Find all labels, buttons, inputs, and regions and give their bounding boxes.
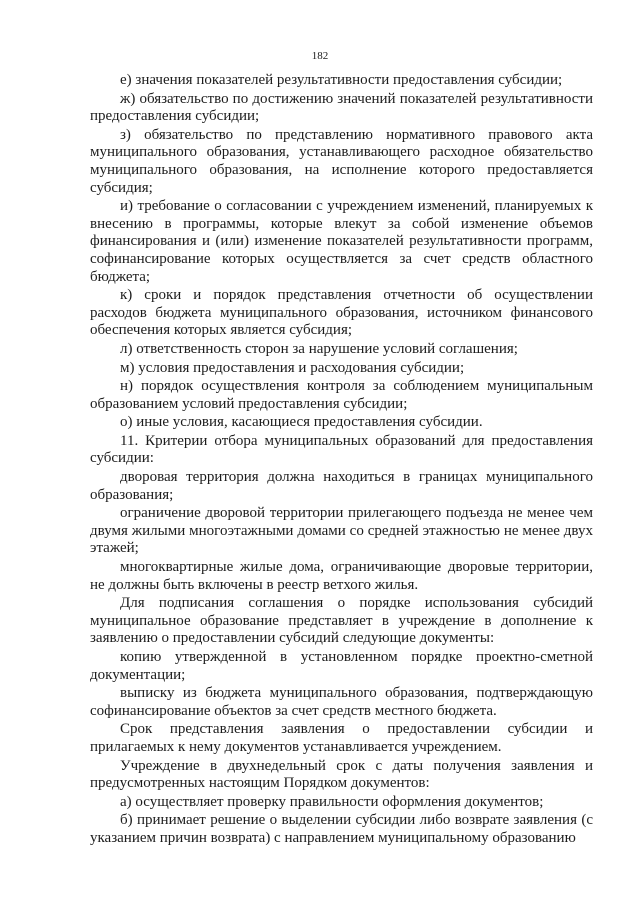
paragraph: многоквартирные жилые дома, ограничивающие дворовые территории, не должны быть включены в реестр ветхого жилья. bbox=[90, 559, 593, 593]
paragraph: м) условия предоставления и расходования субсидии; bbox=[120, 359, 465, 376]
paragraph: з) обязательство по представлению нормативного правового акта муниципального образования, устанавливающего расходное обязательство муниципального образования, на исполнение которого предоставляется субсидия; bbox=[90, 126, 593, 196]
paragraph: н) порядок осуществления контроля за соблюдением муниципальным образованием условий предоставления субсидии; bbox=[90, 378, 593, 412]
paragraph: ограничение дворовой территории прилегающего подъезда не менее чем двумя жилыми многоэтажными домами со средней этажностью не менее двух этажей; bbox=[90, 505, 593, 557]
paragraph: копию утвержденной в установленном порядке проектно-сметной документации; bbox=[90, 649, 593, 683]
paragraph: выписку из бюджета муниципального образования, подтверждающую софинансирование объектов за счет средств местного бюджета. bbox=[90, 685, 593, 719]
paragraph: к) сроки и порядок представления отчетности об осуществлении расходов бюджета муниципального образования, источником финансового обеспечения которых является субсидия; bbox=[90, 287, 593, 339]
page-number: 182 bbox=[311, 50, 329, 62]
paragraph: Для подписания соглашения о порядке использования субсидий муниципальное образование представляет в учреждение в дополнение к заявлению о предоставлении субсидий следующие документы: bbox=[90, 595, 593, 647]
paragraph: е) значения показателей результативности предоставления субсидии; bbox=[120, 72, 563, 88]
paragraph: Срок представления заявления о предоставлении субсидии и прилагаемых к нему документов устанавливается учреждением. bbox=[90, 721, 593, 755]
paragraph: л) ответственность сторон за нарушение условий соглашения; bbox=[120, 340, 518, 357]
paragraph: дворовая территория должна находиться в границах муниципального образования; bbox=[90, 469, 593, 503]
paragraph: и) требование о согласовании с учреждением изменений, планируемых к внесению в программы, которые влекут за собой изменение объемов финансирования и (или) изменение показателей результативности программ, софинансирование которых осуществляется за счет средств областного бюджета; bbox=[90, 198, 593, 285]
document-body bbox=[90, 72, 593, 849]
paragraph: 11. Критерии отбора муниципальных образований для предоставления субсидии: bbox=[90, 432, 593, 467]
paragraph: о) иные условия, касающиеся предоставления субсидии. bbox=[120, 414, 483, 431]
paragraph: б) принимает решение о выделении субсидии либо возврате заявления (с указанием причин возврата) с направлением муниципальному образованию bbox=[90, 812, 593, 846]
paragraph: ж) обязательство по достижению значений показателей результативности предоставления субсидии; bbox=[90, 90, 593, 125]
paragraph: Учреждение в двухнедельный срок с даты получения заявления и предусмотренных настоящим Порядком документов: bbox=[90, 757, 593, 792]
paragraph: а) осуществляет проверку правильности оформления документов; bbox=[120, 793, 544, 810]
